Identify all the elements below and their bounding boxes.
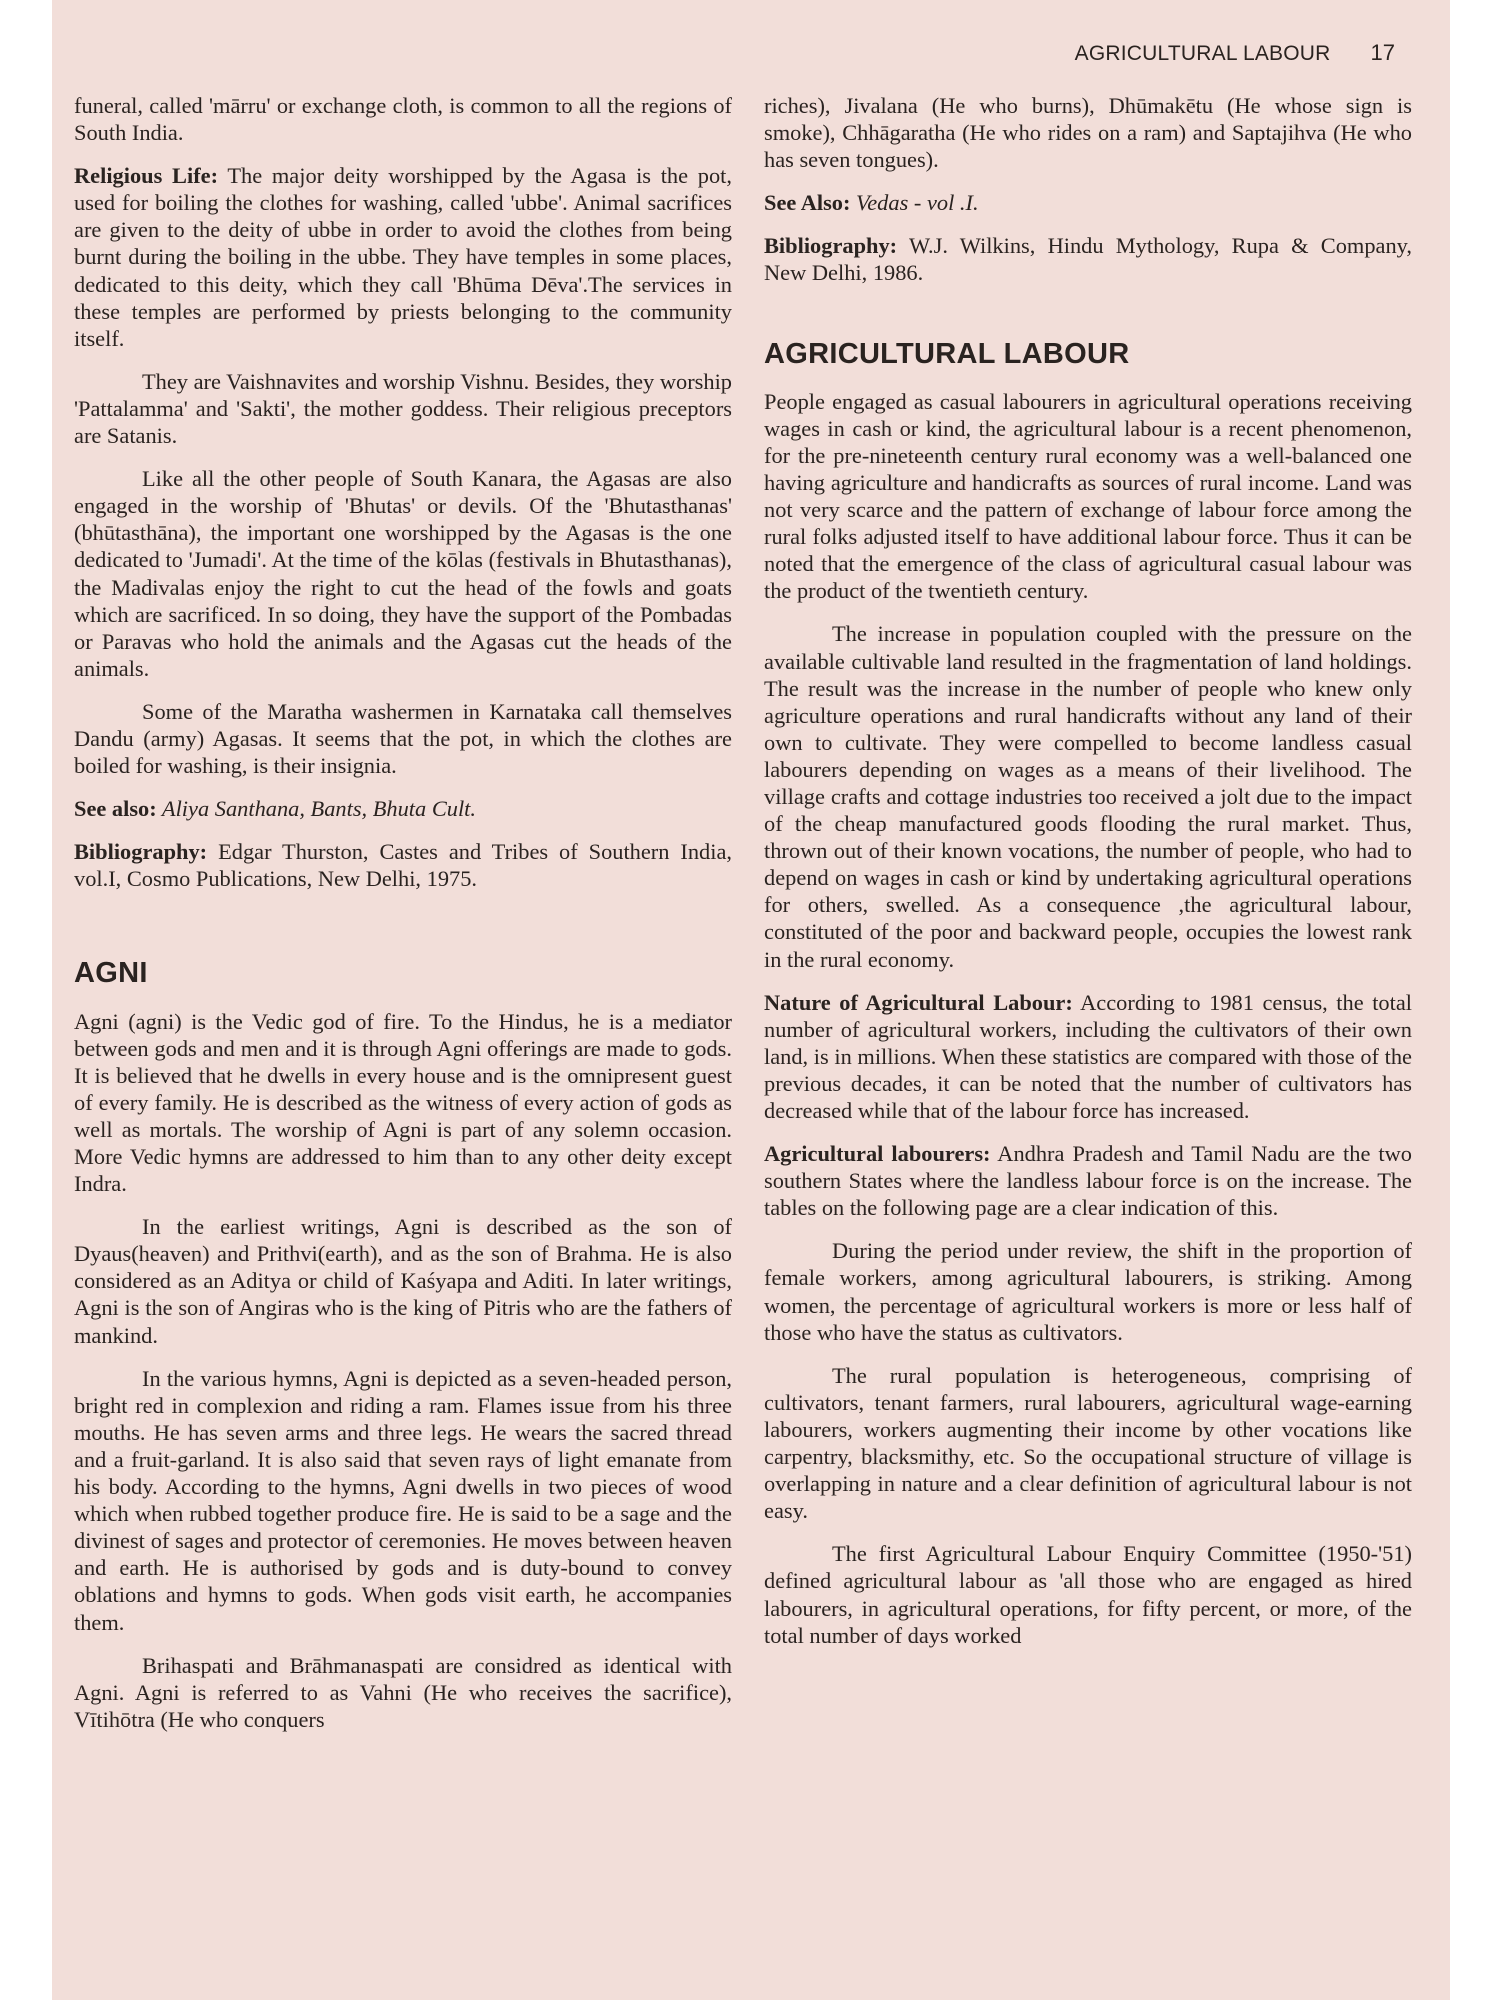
paragraph-al-population: The increase in population coupled with the pressure on the available cultivable land resulted in the fragmentation of land holdings. The result was the increase in the number of people who knew only agriculture operations and rural handicrafts without any land of their own to cultivate. They were compelled to become landless casual labourers depending on wages as a means of their livelihood. The village crafts and cottage industries too received a jolt due to the impact of the cheap manufactured goods flooding the rural market. Thus, thrown out of their known vocations, the number of people, who had to depend on wages in cash or kind by undertaking agricultural operations for others, swelled. As a consequence ,the agricultural labour, constituted of the poor and backward people, occupies the lowest rank in the rural economy. [764, 621, 1412, 972]
see-also-entry [74, 795, 732, 822]
bibliography-label-agni: Bibliography: [764, 233, 898, 259]
paragraph-al-definition: People engaged as casual labourers in agricultural operations receiving wages in cash or kind, the agricultural labour is a recent phenomenon, for the pre-nineteenth century rural economy was a well-balanced one having agriculture and handicrafts as sources of rural income. Land was not very scarce and the pattern of exchange of labour force among the rural folks adjusted itself to have additional labour force. Thus it can be noted that the emergence of the class of agricultural casual labour was the product of the twentieth century. [764, 388, 1412, 604]
see-also-label: See also: [74, 796, 157, 822]
book-page [52, 0, 1450, 2000]
bibliography-text: Edgar Thurston, Castes and Tribes of Southern India, vol.I, Cosmo Publications, New Delhi, 1975. [74, 839, 732, 892]
labourers-label: Agricultural labourers: [764, 1141, 991, 1167]
paragraph-al-rural-population: The rural population is heterogeneous, comprising of cultivators, tenant farmers, rural labourers, agricultural wage-earning labourers, workers augmenting their income by other vocations like carpentry, blacksmithy, etc. So the occupational structure of village is overlapping in nature and a clear definition of agricultural labour is not easy. [764, 1362, 1412, 1524]
religious-life-text: The major deity worshipped by the Agasa is the pot, used for boiling the clothes for washing, called 'ubbe'. Animal sacrifices are given to the deity of ubbe in order to avoid the clothes from being burnt during the boiling in the ubbe. They have temples in some places, dedicated to this deity, which they call 'Bhūma Dēva'.The services in these temples are performed by priests belonging to the community itself. [74, 163, 732, 351]
paragraph-agni-epithets: riches), Jivalana (He who burns), Dhūmakētu (He whose sign is smoke), Chhāgaratha (He who rides on a ram) and Saptajihva (He who has seven tongues). [764, 93, 1412, 173]
section-title-agricultural-labour: AGRICULTURAL LABOUR [764, 337, 1130, 370]
see-also-text-agni: Vedas - vol .I. [850, 190, 979, 216]
paragraph-funeral: funeral, called 'mārru' or exchange cloth, is common to all the regions of South India. [74, 93, 732, 146]
see-also-label-agni: See Also: [764, 190, 851, 216]
paragraph-agni-origins: In the earliest writings, Agni is described as the son of Dyaus(heaven) and Prithvi(earth), and as the son of Brahma. He is also considered as an Aditya or child of Kaśyapa and Aditi. In later writings, Agni is the son of Angiras who is the king of Pitris who are the fathers of mankind. [74, 1214, 732, 1348]
see-also-text: Aliya Santhana, Bants, Bhuta Cult. [156, 796, 476, 822]
running-head-title: AGRICULTURAL LABOUR [1074, 42, 1331, 65]
bibliography-entry [74, 838, 732, 892]
paragraph-agni-intro: Agni (agni) is the Vedic god of fire. To the Hindus, he is a mediator between gods and men and it is through Agni offerings are made to gods. It is believed that he dwells in every house and is the omnipresent guest of every family. He is described as the witness of every action of gods as well as mortals. The worship of Agni is part of any solemn occasion. More Vedic hymns are addressed to him than to any other deity except Indra. [74, 1008, 732, 1197]
paragraph-maratha: Some of the Maratha washermen in Karnataka call themselves Dandu (army) Agasas. It seems that the pot, in which the clothes are boiled for washing, is their insignia. [74, 698, 732, 779]
paragraph-al-female-workers: During the period under review, the shift in the proportion of female workers, among agricultural labourers, is striking. Among women, the percentage of agricultural workers is more or less half of those who have the status as cultivators. [764, 1238, 1412, 1345]
paragraph-vaishnavites: They are Vaishnavites and worship Vishnu. Besides, they worship 'Pattalamma' and 'Sakti', the mother goddess. Their religious preceptors are Satanis. [74, 368, 732, 449]
page-number: 17 [1370, 40, 1395, 65]
paragraph-religious-life [74, 162, 732, 352]
running-head [1075, 40, 1395, 66]
right-column [764, 92, 1412, 1970]
nature-label: Nature of Agricultural Labour: [764, 989, 1073, 1015]
paragraph-agni-depiction: In the various hymns, Agni is depicted as a seven-headed person, bright red in complexion and riding a ram. Flames issue from his three mouths. He has seven arms and three legs. He wears the sacred thread and a fruit-garland. It is also said that seven rays of light emanate from his body. According to the hymns, Agni dwells in two pieces of wood which when rubbed together produce fire. He is said to be a sage and the divinest of sages and protector of ceremonies. He moves between heaven and earth. He is authorised by gods and is duty-bound to convey oblations and hymns to gods. When gods visit earth, he accompanies them. [74, 1365, 732, 1635]
nature-text: According to 1981 census, the total number of agricultural workers, including the cultivators of their own land, is in millions. When these statistics are compared with those of the previous decades, it can be noted that the number of cultivators has decreased while that of the labour force has increased. [764, 989, 1412, 1123]
paragraph-al-labourers [764, 1140, 1412, 1221]
paragraph-bhutas: Like all the other people of South Kanara, the Agasas are also engaged in the worship of 'Bhutas' or devils. Of the 'Bhutasthanas' (bhūtasthāna), the important one worshipped by the Agasas is the one dedicated to 'Jumadi'. At the time of the kōlas (festivals in Bhutasthanas), the Madivalas enjoy the right to cut the head of the fowls and goats which are sacrificed. In so doing, they have the support of the Pombadas or Paravas who hold the animals and the Agasas cut the heads of the animals. [74, 466, 732, 681]
left-column [74, 92, 732, 1970]
see-also-entry-agni [764, 189, 1412, 216]
paragraph-al-nature [764, 989, 1412, 1124]
paragraph-agni-names: Brihaspati and Brāhmanaspati are considred as identical with Agni. Agni is referred to as Vahni (He who receives the sacrifice), Vītihōtra (He who conquers [74, 1652, 732, 1732]
section-title-agni: AGNI [74, 957, 148, 990]
bibliography-text-agni: W.J. Wilkins, Hindu Mythology, Rupa & Company, New Delhi, 1986. [764, 233, 1412, 286]
paragraph-al-enquiry-committee: The first Agricultural Labour Enquiry Committee (1950-'51) defined agricultural labour as 'all those who are engaged as hired labourers, in agricultural operations, for fifty percent, or more, of the total number of days worked [764, 1541, 1412, 1648]
labourers-text: Andhra Pradesh and Tamil Nadu are the two southern States where the landless labour force is on the increase. The tables on the following page are a clear indication of this. [764, 1141, 1412, 1221]
bibliography-entry-agni [764, 232, 1412, 286]
religious-life-label: Religious Life: [74, 163, 219, 189]
bibliography-label: Bibliography: [74, 839, 208, 865]
